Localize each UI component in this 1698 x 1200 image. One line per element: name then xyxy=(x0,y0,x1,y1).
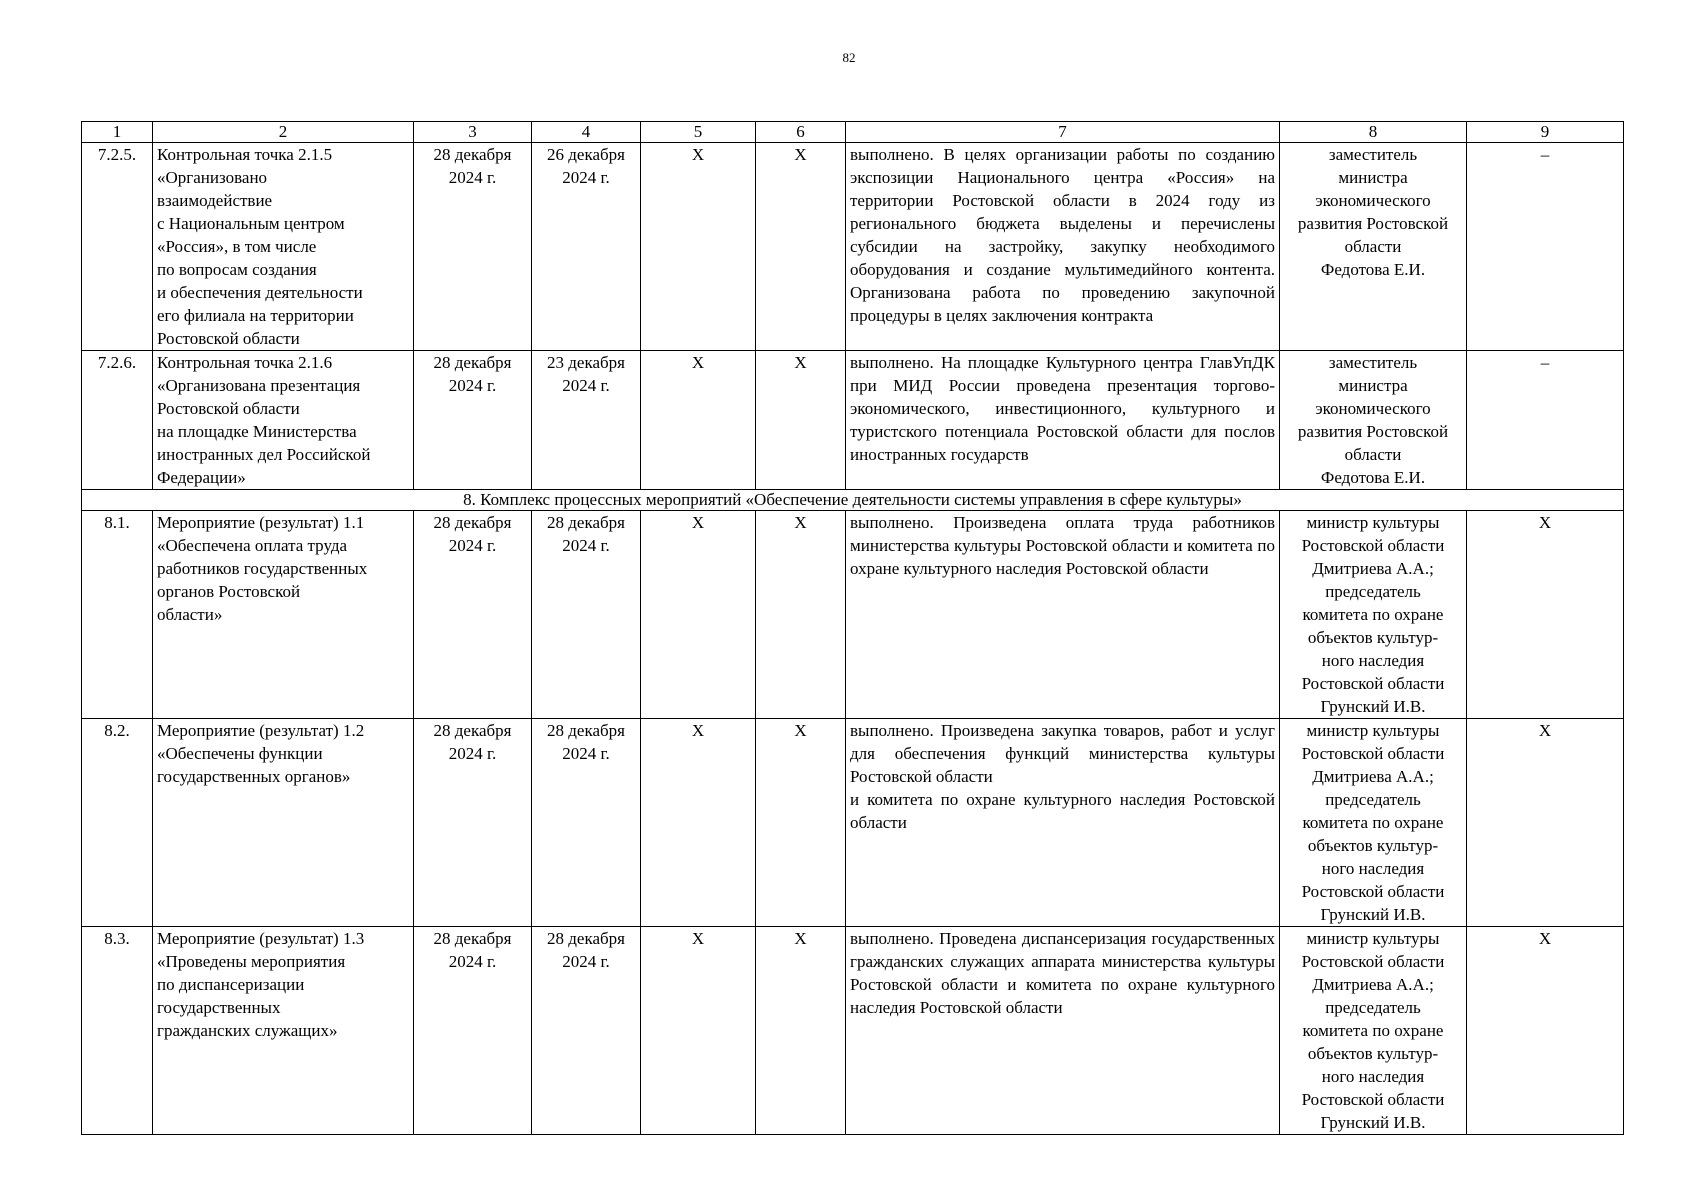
fact-date: 28 декабря 2024 г. xyxy=(532,927,641,1135)
column-number: 6 xyxy=(756,122,846,143)
col9-value: X xyxy=(1467,719,1624,927)
column-number: 3 xyxy=(414,122,532,143)
result-text: выполнено. Произведена оплата труда работников министерства культуры Ростовской области и комитета по охране культурного наследия Ростовской области xyxy=(846,511,1280,719)
row-number: 7.2.6. xyxy=(82,351,153,490)
col5-value: X xyxy=(641,351,756,490)
responsible-person: заместитель министра экономического развития Ростовской области Федотова Е.И. xyxy=(1280,351,1467,490)
col6-value: X xyxy=(756,351,846,490)
result-text: выполнено. Проведена диспансеризация государственных гражданских служащих аппарата министерства культуры Ростовской области и комитета по охране культурного наследия Ростовской области xyxy=(846,927,1280,1135)
table-row xyxy=(82,351,1624,490)
table-row xyxy=(82,927,1624,1135)
row-title: Мероприятие (результат) 1.3 «Проведены мероприятия по диспансеризации государственных гражданских служащих» xyxy=(153,927,414,1135)
responsible-person: министр культуры Ростовской области Дмитриева А.А.; председатель комитета по охране объектов культур- ного наследия Ростовской области Грунский И.В. xyxy=(1280,511,1467,719)
responsible-person: заместитель министра экономического развития Ростовской области Федотова Е.И. xyxy=(1280,143,1467,351)
col5-value: X xyxy=(641,927,756,1135)
fact-date: 28 декабря 2024 г. xyxy=(532,719,641,927)
column-number: 5 xyxy=(641,122,756,143)
col9-value: – xyxy=(1467,143,1624,351)
responsible-person: министр культуры Ростовской области Дмитриева А.А.; председатель комитета по охране объектов культур- ного наследия Ростовской области Грунский И.В. xyxy=(1280,719,1467,927)
row-number: 8.1. xyxy=(82,511,153,719)
row-number: 8.2. xyxy=(82,719,153,927)
row-title: Мероприятие (результат) 1.2 «Обеспечены функции государственных органов» xyxy=(153,719,414,927)
col9-value: X xyxy=(1467,511,1624,719)
plan-date: 28 декабря 2024 г. xyxy=(414,511,532,719)
col5-value: X xyxy=(641,143,756,351)
column-number-row xyxy=(82,122,1624,143)
plan-date: 28 декабря 2024 г. xyxy=(414,927,532,1135)
column-number: 9 xyxy=(1467,122,1624,143)
plan-date: 28 декабря 2024 г. xyxy=(414,143,532,351)
row-title: Контрольная точка 2.1.5 «Организовано взаимодействие с Национальным центром «Россия», в том числе по вопросам создания и обеспечения деятельности его филиала на территории Ростовской области xyxy=(153,143,414,351)
fact-date: 26 декабря 2024 г. xyxy=(532,143,641,351)
plan-date: 28 декабря 2024 г. xyxy=(414,719,532,927)
col9-value: X xyxy=(1467,927,1624,1135)
fact-date: 28 декабря 2024 г. xyxy=(532,511,641,719)
col9-value: – xyxy=(1467,351,1624,490)
row-number: 7.2.5. xyxy=(82,143,153,351)
report-table xyxy=(81,121,1624,1135)
column-number: 7 xyxy=(846,122,1280,143)
result-text: выполнено. Произведена закупка товаров, работ и услуг для обеспечения функций министерства культуры Ростовской области и комитета по охране культурного наследия Ростовской области xyxy=(846,719,1280,927)
table-row xyxy=(82,143,1624,351)
column-number: 2 xyxy=(153,122,414,143)
row-title: Мероприятие (результат) 1.1 «Обеспечена оплата труда работников государственных органов Ростовской области» xyxy=(153,511,414,719)
section-title: 8. Комплекс процессных мероприятий «Обеспечение деятельности системы управления в сфере культуры» xyxy=(82,490,1624,511)
plan-date: 28 декабря 2024 г. xyxy=(414,351,532,490)
col6-value: X xyxy=(756,927,846,1135)
responsible-person: министр культуры Ростовской области Дмитриева А.А.; председатель комитета по охране объектов культур- ного наследия Ростовской области Грунский И.В. xyxy=(1280,927,1467,1135)
col6-value: X xyxy=(756,719,846,927)
col6-value: X xyxy=(756,511,846,719)
table-row xyxy=(82,511,1624,719)
page-number: 82 xyxy=(842,50,856,65)
row-number: 8.3. xyxy=(82,927,153,1135)
col5-value: X xyxy=(641,719,756,927)
column-number: 8 xyxy=(1280,122,1467,143)
result-text: выполнено. На площадке Культурного центра ГлавУпДК при МИД России проведена презентация торгово-экономического, инвестиционного, культурного и туристского потенциала Ростовской области для послов иностранных государств xyxy=(846,351,1280,490)
row-title: Контрольная точка 2.1.6 «Организована презентация Ростовской области на площадке Министерства иностранных дел Российской Федерации» xyxy=(153,351,414,490)
col6-value: X xyxy=(756,143,846,351)
column-number: 1 xyxy=(82,122,153,143)
col5-value: X xyxy=(641,511,756,719)
fact-date: 23 декабря 2024 г. xyxy=(532,351,641,490)
section-header-row xyxy=(82,490,1624,511)
column-number: 4 xyxy=(532,122,641,143)
table-row xyxy=(82,719,1624,927)
result-text: выполнено. В целях организации работы по созданию экспозиции Национального центра «Россия» на территории Ростовской области в 2024 году из регионального бюджета выделены и перечислены субсидии на застройку, закупку необходимого оборудования и создание мультимедийного контента. Организована работа по проведению закупочной процедуры в целях заключения контракта xyxy=(846,143,1280,351)
